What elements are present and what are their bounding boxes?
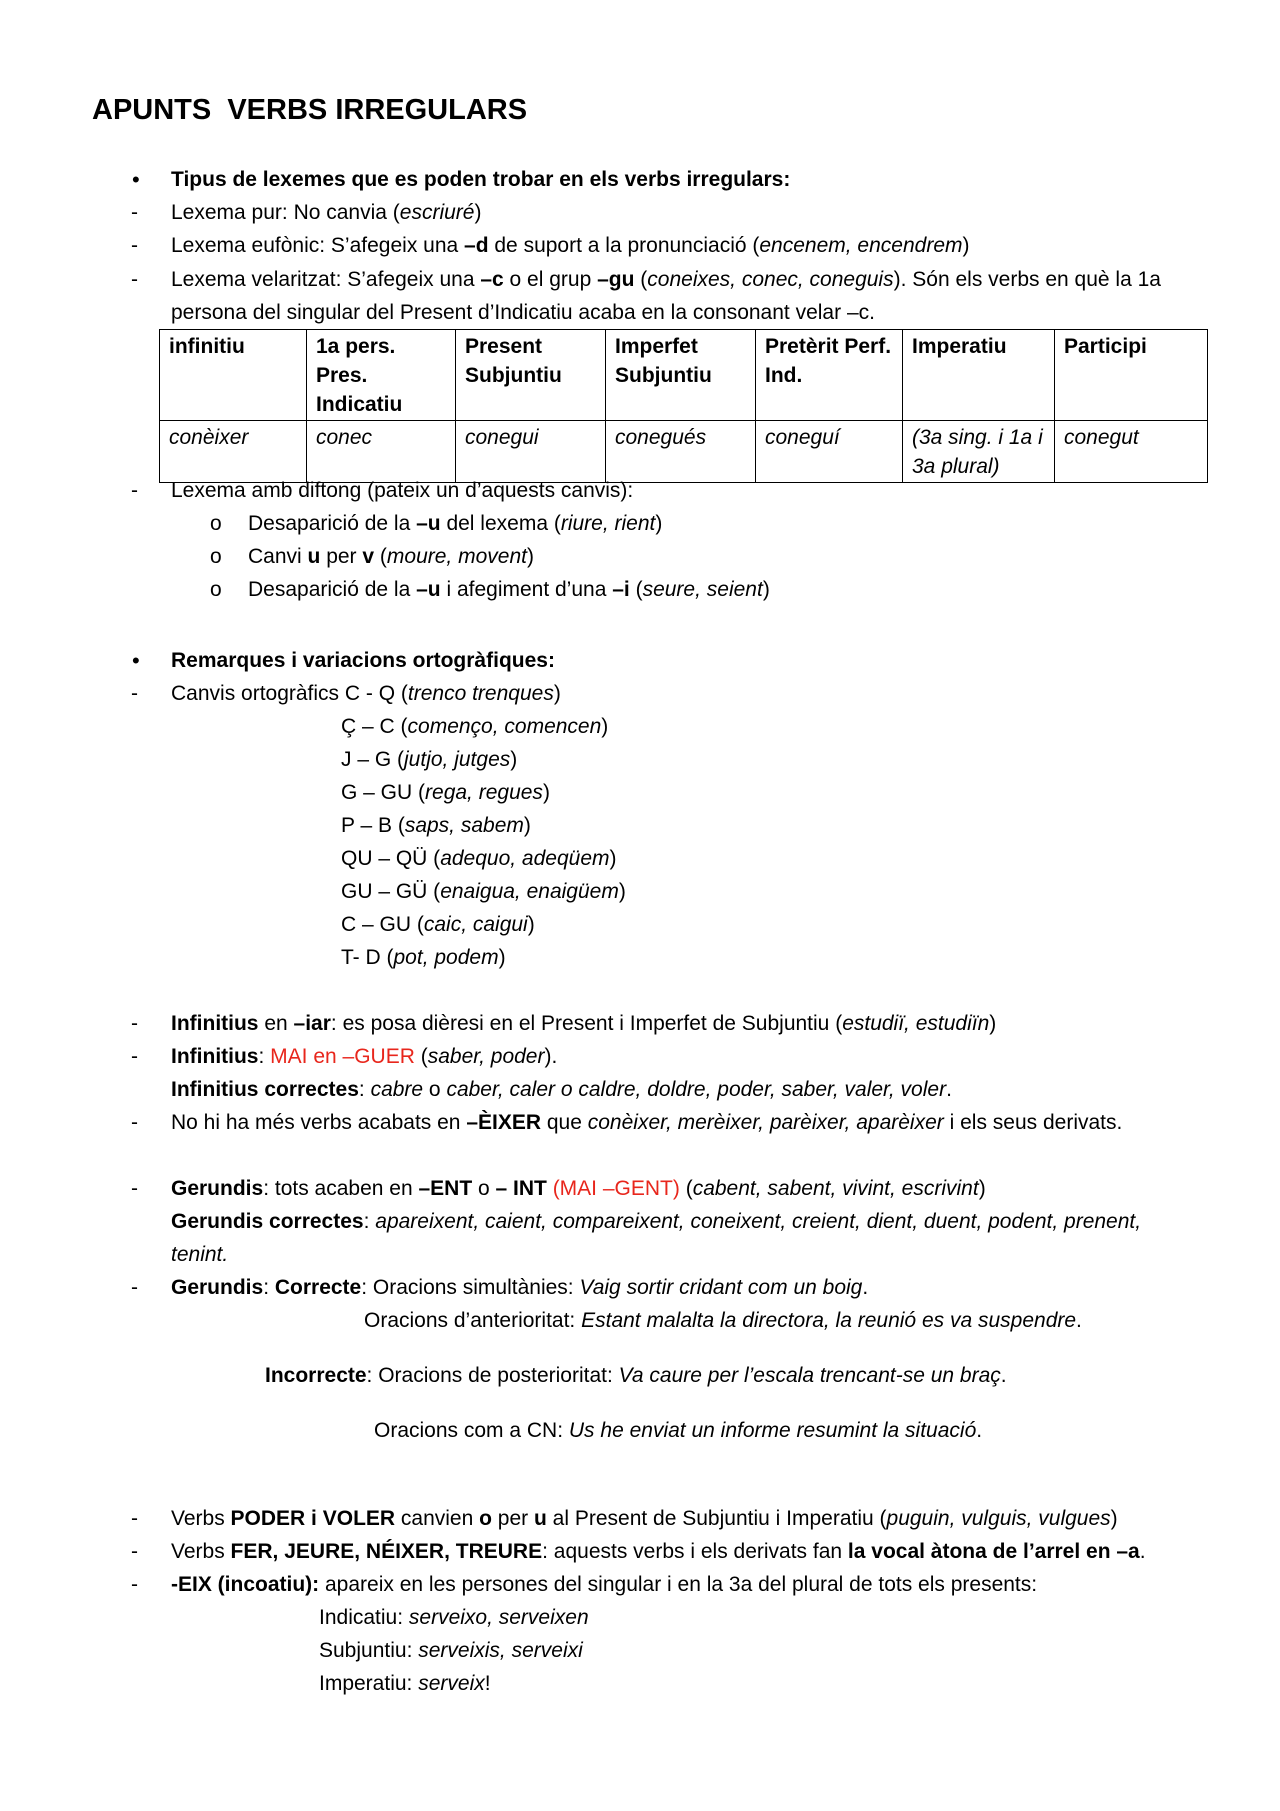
table-cell: (3a sing. i 1a i 3a plural) [903,421,1055,483]
dash-marker: - [131,268,138,291]
table-cell: conec [307,421,456,483]
incoatiu-form: Indicatiu: serveixo, serveixen [319,1606,589,1629]
table-header-cell: Imperatiu [903,330,1055,421]
ortographic-change: QU – QÜ (adequo, adeqüem) [341,847,617,870]
gerundis-incorrecte-line: Incorrecte: Oracions de posterioritat: Va caure per l’escala trencant-se un braç. [265,1364,1007,1387]
infinitius-guer-line: Infinitius: MAI en –GUER (saber, poder). [171,1045,558,1068]
dash-marker: - [131,1045,138,1068]
gerundis-line: Gerundis: tots acaben en –ENT o – INT (MAI –GENT) (cabent, sabent, vivint, escrivint) [171,1177,986,1200]
gerundis-correctes-line-2: tenint. [171,1243,229,1266]
eixer-line: No hi ha més verbs acabats en –ÈIXER que conèixer, merèixer, parèixer, aparèixer i els seus derivats. [171,1111,1123,1134]
gerundis-anterioritat-line: Oracions d’anterioritat: Estant malalta la directora, la reunió es va suspendre. [364,1309,1082,1332]
canvis-ortografics-line: Canvis ortogràfics C - Q (trenco trenques) [171,682,561,705]
ortographic-change: J – G (jutjo, jutges) [341,748,518,771]
incoatiu-form: Imperatiu: serveix! [319,1672,491,1695]
gerundis-correctes-line: Gerundis correctes: apareixent, caient, compareixent, coneixent, creient, dient, duent, podent, prenent, [171,1210,1142,1233]
ortographic-change: Ç – C (començo, comencen) [341,715,609,738]
dash-marker: - [131,1012,138,1035]
ortographic-change: C – GU (caic, caigui) [341,913,535,936]
diftong-item: Canvi u per v (moure, movent) [248,545,534,568]
diftong-item: Desaparició de la –u i afegiment d’una –i (seure, seient) [248,578,770,601]
table-row [160,421,1208,483]
dash-marker: - [131,1111,138,1134]
ortographic-change: T- D (pot, podem) [341,946,506,969]
dash-marker: - [131,479,138,502]
dash-marker: - [131,1276,138,1299]
infinitius-correctes-line: Infinitius correctes: cabre o caber, caler o caldre, doldre, poder, saber, valer, voler. [171,1078,952,1101]
table-header-cell: Participi [1055,330,1208,421]
table-cell: conèixer [160,421,307,483]
table-header-cell: Imperfet Subjuntiu [606,330,756,421]
bullet-marker: • [132,167,140,192]
dash-marker: - [131,1540,138,1563]
gerundis-cn-line: Oracions com a CN: Us he enviat un informe resumint la situació. [374,1419,983,1442]
table-cell: conegut [1055,421,1208,483]
ortographic-change: G – GU (rega, regues) [341,781,550,804]
lexema-eufonic-line: Lexema eufònic: S’afegeix una –d de suport a la pronunciació (encenem, encendrem) [171,234,970,257]
dash-marker: - [131,1573,138,1596]
table-header-cell: infinitiu [160,330,307,421]
table-header-cell: Present Subjuntiu [456,330,606,421]
dash-marker: - [131,1177,138,1200]
incoatiu-form: Subjuntiu: serveixis, serveixi [319,1639,583,1662]
ortographic-change: GU – GÜ (enaigua, enaigüem) [341,880,626,903]
fer-jeure-line: Verbs FER, JEURE, NÉIXER, TREURE: aquests verbs i els derivats fan la vocal àtona de l’arrel en –a. [171,1540,1146,1563]
dash-marker: - [131,1507,138,1530]
lexema-velaritzat-line-2: persona del singular del Present d’Indicatiu acaba en la consonant velar –c. [171,301,875,324]
table-header-row [160,330,1208,421]
poder-voler-line: Verbs PODER i VOLER canvien o per u al Present de Subjuntiu i Imperatiu (puguin, vulguis, vulgues) [171,1507,1118,1530]
conjugation-table [159,329,1208,483]
infinitius-iar-line: Infinitius en –iar: es posa dièresi en el Present i Imperfet de Subjuntiu (estudiï, estudiïn) [171,1012,997,1035]
lexema-pur-line: Lexema pur: No canvia (escriuré) [171,201,482,224]
dash-marker: - [131,234,138,257]
dash-marker: - [131,682,138,705]
gerundis-use-line: Gerundis: Correcte: Oracions simultànies: Vaig sortir cridant com un boig. [171,1276,869,1299]
diftong-item: Desaparició de la –u del lexema (riure, rient) [248,512,663,535]
document-title: APUNTS VERBS IRREGULARS [92,94,528,126]
table-header-cell: Pretèrit Perf. Ind. [756,330,903,421]
table-cell: coneguí [756,421,903,483]
table-cell: conegués [606,421,756,483]
bullet-marker: • [132,648,140,673]
section-heading-remarques: Remarques i variacions ortogràfiques: [171,649,555,672]
dash-marker: - [131,201,138,224]
sub-bullet-marker: o [210,545,222,568]
eix-incoatiu-line: -EIX (incoatiu): apareix en les persones del singular i en la 3a del plural de tots els presents: [171,1573,1038,1596]
table-cell: conegui [456,421,606,483]
sub-bullet-marker: o [210,512,222,535]
lexema-diftong-line: Lexema amb diftong (pateix un d’aquests canvis): [171,479,634,502]
sub-bullet-marker: o [210,578,222,601]
lexema-velaritzat-line: Lexema velaritzat: S’afegeix una –c o el grup –gu (coneixes, conec, coneguis). Són els verbs en què la 1a [171,268,1161,291]
ortographic-change: P – B (saps, sabem) [341,814,531,837]
table-header-cell: 1a pers. Pres. Indicatiu [307,330,456,421]
section-heading-lexemes: Tipus de lexemes que es poden trobar en els verbs irregulars: [171,168,791,191]
